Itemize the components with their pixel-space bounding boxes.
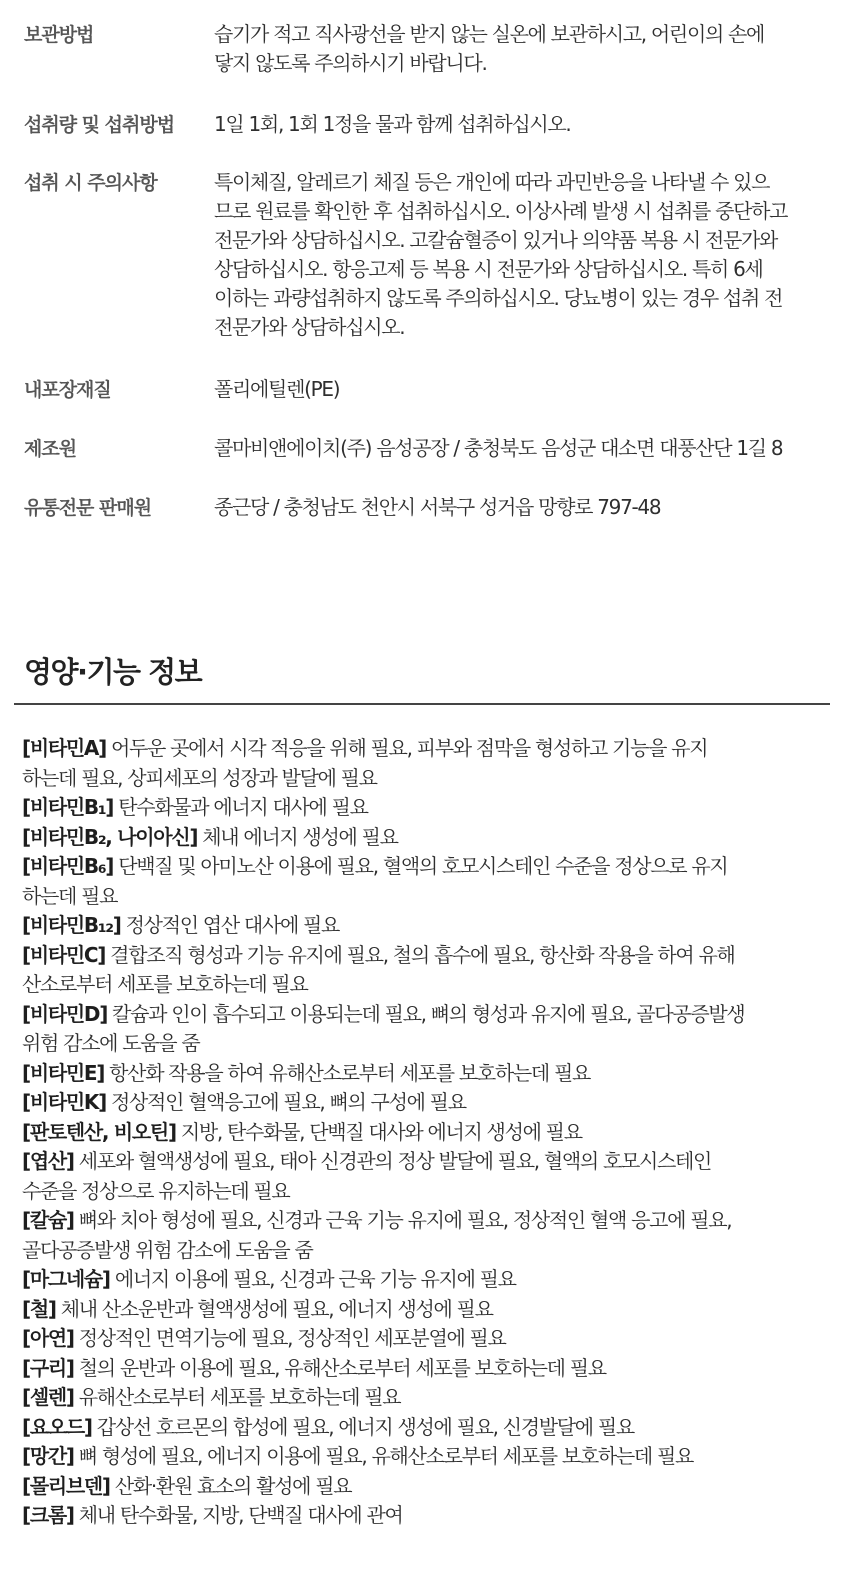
nutrient-description: 항산화 작용을 하여 유해산소로부터 세포를 보호하는데 필요	[104, 1060, 591, 1085]
nutrition-line	[22, 1413, 837, 1443]
nutrition-line	[22, 734, 837, 764]
nutrition-line	[22, 1236, 837, 1266]
nutrient-description: 갑상선 호르몬의 합성에 필요, 에너지 생성에 필요, 신경발달에 필요	[91, 1414, 634, 1439]
nutrient-description: 에너지 이용에 필요, 신경과 근육 기능 유지에 필요	[109, 1267, 516, 1291]
nutrient-description: 정상적인 면역기능에 필요, 정상적인 세포분열에 필요	[73, 1326, 506, 1350]
nutrition-line	[22, 1265, 837, 1295]
nutrient-description: 어두운 곳에서 시각 적응을 위해 필요, 피부와 점막을 형성하고 기능을 유지	[105, 736, 708, 760]
nutrition-line	[22, 1000, 837, 1030]
nutrient-tag: [비타민B₂, 나이아신]	[22, 824, 198, 849]
section-divider	[14, 703, 830, 705]
info-value	[214, 110, 839, 139]
nutrient-tag: [마그네슘]	[22, 1267, 110, 1291]
nutrient-tag: [구리]	[22, 1355, 74, 1380]
nutrient-tag: [비타민C]	[22, 942, 106, 967]
nutrition-line	[22, 823, 837, 853]
nutrient-description: 체내 탄수화물, 지방, 단백질 대사에 관여	[73, 1503, 403, 1527]
nutrition-line	[22, 1442, 837, 1472]
nutrient-tag: [칼슘]	[22, 1208, 74, 1232]
nutrient-description: 칼슘과 인이 흡수되고 이용되는데 필요, 뼈의 형성과 유지에 필요, 골다공증발생	[107, 1001, 745, 1026]
nutrient-description: 산소로부터 세포를 보호하는데 필요	[22, 972, 308, 996]
nutrient-description: 하는데 필요	[22, 883, 118, 908]
nutrition-line	[22, 1295, 837, 1325]
info-value-line: 1일 1회, 1회 1정을 물과 함께 섭취하십시오.	[214, 112, 571, 136]
nutrient-tag: [비타민E]	[22, 1060, 105, 1085]
info-value	[214, 493, 839, 522]
nutrient-tag: [크롬]	[22, 1503, 74, 1527]
nutrient-description: 탄수화물과 에너지 대사에 필요	[113, 795, 368, 819]
nutrition-line	[22, 941, 837, 971]
nutrition-section-title: 영양·기능 정보	[24, 655, 202, 689]
nutrient-description: 골다공증발생 위험 감소에 도움을 줌	[22, 1237, 313, 1262]
info-label: 제조원	[24, 438, 77, 460]
info-label: 유통전문 판매원	[24, 497, 152, 519]
nutrient-tag: [비타민B₁₂]	[22, 913, 121, 937]
nutrient-description: 결합조직 형성과 기능 유지에 필요, 철의 흡수에 필요, 항산화 작용을 하여 유해	[105, 942, 735, 967]
nutrition-line	[22, 970, 837, 1000]
info-label: 섭취량 및 섭취방법	[24, 114, 175, 136]
info-value	[214, 20, 839, 78]
nutrition-line	[22, 1354, 837, 1384]
info-value-line: 닿지 않도록 주의하시기 바랍니다.	[214, 51, 487, 75]
nutrition-line	[22, 911, 837, 941]
info-value-line: 므로 원료를 확인한 후 섭취하십시오. 이상사례 발생 시 섭취를 중단하고	[214, 199, 788, 223]
info-value	[214, 434, 839, 463]
nutrition-line	[22, 1029, 837, 1059]
nutrition-function-list	[22, 734, 837, 1531]
nutrient-tag: [요오드]	[22, 1414, 92, 1439]
nutrient-description: 위험 감소에 도움을 줌	[22, 1031, 200, 1055]
info-value-line: 전문가와 상담하십시오. 고칼슘혈증이 있거나 의약품 복용 시 전문가와	[214, 228, 778, 252]
nutrient-tag: [비타민B₁]	[22, 795, 114, 819]
info-value-line: 상담하십시오. 항응고제 등 복용 시 전문가와 상담하십시오. 특히 6세	[214, 257, 763, 281]
nutrition-line	[22, 882, 837, 912]
nutrient-description: 체내 에너지 생성에 필요	[197, 824, 398, 849]
nutrition-line	[22, 1177, 837, 1207]
nutrition-line	[22, 1059, 837, 1089]
info-label: 내포장재질	[24, 379, 111, 401]
nutrient-tag: [판토텐산, 비오틴]	[22, 1119, 176, 1144]
nutrient-tag: [엽산]	[22, 1149, 74, 1173]
info-label: 보관방법	[24, 24, 94, 46]
info-value	[214, 375, 839, 404]
nutrient-tag: [비타민D]	[22, 1001, 108, 1026]
nutrient-description: 하는데 필요, 상피세포의 성장과 발달에 필요	[22, 765, 377, 790]
nutrient-tag: [몰리브덴]	[22, 1473, 110, 1498]
nutrient-tag: [망간]	[22, 1444, 74, 1468]
nutrient-description: 뼈와 치아 형성에 필요, 신경과 근육 기능 유지에 필요, 정상적인 혈액 응고에 필요,	[73, 1208, 732, 1232]
info-value-line: 이하는 과량섭취하지 않도록 주의하십시오. 당뇨병이 있는 경우 섭취 전	[214, 286, 783, 310]
nutrient-description: 유해산소로부터 세포를 보호하는데 필요	[73, 1385, 401, 1409]
info-value-line: 습기가 적고 직사광선을 받지 않는 실온에 보관하시고, 어린이의 손에	[214, 22, 765, 46]
nutrition-line	[22, 1088, 837, 1118]
info-value-line: 폴리에틸렌(PE)	[214, 377, 340, 401]
nutrient-description: 산화·환원 효소의 활성에 필요	[109, 1473, 352, 1498]
nutrient-description: 단백질 및 아미노산 이용에 필요, 혈액의 호모시스테인 수준을 정상으로 유지	[113, 854, 728, 878]
nutrient-description: 정상적인 혈액응고에 필요, 뼈의 구성에 필요	[105, 1090, 466, 1114]
nutrient-tag: [비타민B₆]	[22, 854, 114, 878]
info-value-line: 전문가와 상담하십시오.	[214, 315, 405, 339]
info-value-line: 콜마비앤에이치(주) 음성공장 / 충청북도 음성군 대소면 대풍산단 1길 8	[214, 436, 783, 460]
info-value-line: 종근당 / 충청남도 천안시 서북구 성거읍 망향로 797-48	[214, 495, 661, 519]
info-value-line: 특이체질, 알레르기 체질 등은 개인에 따라 과민반응을 나타낼 수 있으	[214, 170, 770, 194]
nutrition-line	[22, 1206, 837, 1236]
nutrition-line	[22, 1383, 837, 1413]
nutrition-line	[22, 793, 837, 823]
nutrient-tag: [철]	[22, 1296, 56, 1321]
nutrition-line	[22, 1472, 837, 1502]
nutrition-line	[22, 1147, 837, 1177]
nutrient-description: 세포와 혈액생성에 필요, 태아 신경관의 정상 발달에 필요, 혈액의 호모시스테인	[73, 1149, 712, 1173]
nutrition-line	[22, 852, 837, 882]
nutrient-tag: [셀렌]	[22, 1385, 74, 1409]
nutrient-description: 체내 산소운반과 혈액생성에 필요, 에너지 생성에 필요	[55, 1296, 493, 1321]
info-value	[214, 168, 839, 342]
nutrition-line	[22, 1118, 837, 1148]
nutrient-description: 지방, 탄수화물, 단백질 대사와 에너지 생성에 필요	[175, 1119, 582, 1144]
nutrient-description: 정상적인 엽산 대사에 필요	[120, 913, 340, 937]
info-label: 섭취 시 주의사항	[24, 172, 157, 194]
nutrition-line	[22, 764, 837, 794]
nutrition-line	[22, 1324, 837, 1354]
nutrition-line	[22, 1501, 837, 1531]
nutrient-tag: [비타민K]	[22, 1090, 106, 1114]
nutrient-tag: [비타민A]	[22, 736, 106, 760]
nutrient-tag: [아연]	[22, 1326, 74, 1350]
nutrient-description: 수준을 정상으로 유지하는데 필요	[22, 1178, 290, 1203]
nutrient-description: 뼈 형성에 필요, 에너지 이용에 필요, 유해산소로부터 세포를 보호하는데 필요	[73, 1444, 694, 1468]
nutrient-description: 철의 운반과 이용에 필요, 유해산소로부터 세포를 보호하는데 필요	[73, 1355, 606, 1380]
